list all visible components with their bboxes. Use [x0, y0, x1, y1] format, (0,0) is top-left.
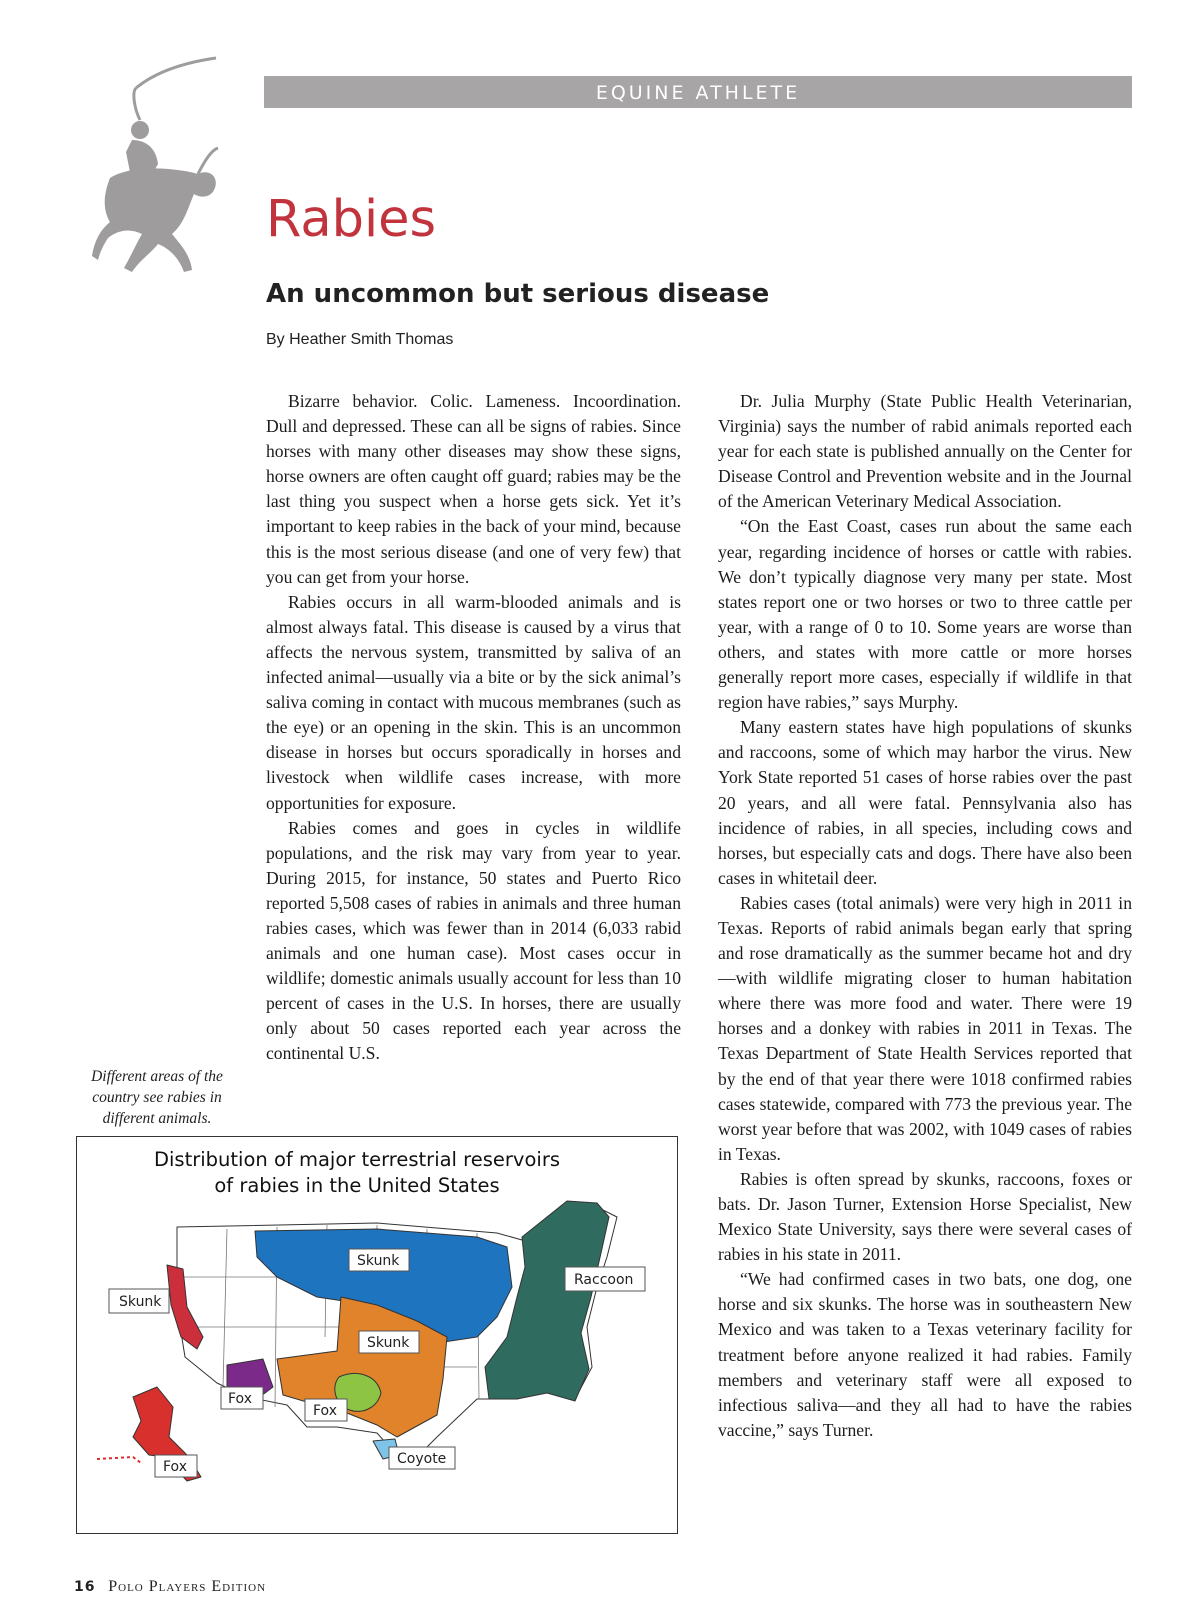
map-title	[137, 1147, 577, 1199]
paragraph: Rabies occurs in all warm-blooded animals and is almost always fatal. This disease is caused by a virus that affects the nervous system, transmitted by saliva of an infected animal—usually via a bite or by the sick animal’s saliva coming in contact with mucous membranes (such as the eye) or an opening in the skin. This is an uncommon disease in horses but occurs sporadically in horses and livestock when wildlife cases increase, with more opportunities for exposure.	[266, 591, 681, 813]
label-fox-texas: Fox	[313, 1403, 337, 1419]
page-footer	[74, 1578, 266, 1596]
map-title-line2: of rabies in the United States	[214, 1174, 500, 1197]
paragraph: “On the East Coast, cases run about the same each year, regarding incidence of horses or cattle with rabies. We don’t typically diagnose very many per state. Most states report one or two horses or two to three cattle per year, with a range of 0 to 10. Some years are worse than others, and states with more cattle or more horses generally report more cases, especially if wildlife in that region have rabies,” says Murphy.	[718, 516, 1132, 713]
section-header: EQUINE ATHLETE	[264, 76, 1132, 108]
article-title: Rabies	[266, 190, 437, 249]
map-title-line1: Distribution of major terrestrial reservoirs	[154, 1148, 560, 1171]
paragraph: Many eastern states have high populations of skunks and raccoons, some of which may harbor the virus. New York State reported 51 cases of horse rabies over the past 20 years, and all were fatal. Pennsylvania also has incidence of rabies, in all species, including cows and horses, but especially cats and dogs. There have also been cases in whitetail deer.	[718, 717, 1132, 888]
paragraph: Dr. Julia Murphy (State Public Health Veterinarian, Virginia) says the number of rabid animals reported each year for each state is published annually on the Center for Disease Control and Prevention website and in the Journal of the American Veterinary Medical Association.	[718, 391, 1132, 512]
rabies-reservoir-map	[76, 1136, 678, 1534]
label-fox-arizona: Fox	[228, 1391, 252, 1407]
byline: By Heather Smith Thomas	[266, 331, 454, 348]
label-skunk-west: Skunk	[119, 1294, 162, 1310]
polo-player-logo	[88, 48, 228, 288]
page-number: 16	[74, 1579, 96, 1595]
paragraph: Rabies cases (total animals) were very high in 2011 in Texas. Reports of rabid animals began early that spring and rose dramatically as the summer became hot and dry—with wildlife migrating closer to human habitation where there was more food and water. There were 19 horses and a donkey with rabies in 2011 in Texas. The Texas Department of State Health Services reported that by the end of that year there were 1018 confirmed rabies cases statewide, compared with 773 the previous year. The worst year before that was 2002, with 1049 cases of rabies in Texas.	[718, 892, 1132, 1164]
label-raccoon: Raccoon	[574, 1272, 634, 1288]
label-coyote: Coyote	[397, 1451, 447, 1467]
paragraph: Rabies comes and goes in cycles in wildlife populations, and the risk may vary from year to year. During 2015, for instance, 50 states and Puerto Rico reported 5,508 cases of rabies in animals and three human rabies cases, which was fewer than in 2014 (6,033 rabid animals and one human case). Most cases occur in wildlife; domestic animals usually account for less than 10 percent of cases in the U.S. In horses, there are usually only about 50 cases reported each year across the continental U.S.	[266, 817, 681, 1064]
paragraph: Bizarre behavior. Colic. Lameness. Incoordination. Dull and depressed. These can all be signs of rabies. Since horses with many other diseases may show these signs, horse owners are often caught off guard; rabies may be the last thing you suspect when a horse gets sick. Yet it’s important to keep rabies in the back of your mind, because this is the most serious disease (and one of very few) that you can get from your horse.	[266, 391, 681, 587]
article-subtitle: An uncommon but serious disease	[266, 279, 770, 309]
label-skunk-south: Skunk	[367, 1335, 410, 1351]
label-fox-alaska: Fox	[163, 1459, 187, 1475]
figure-caption: Different areas of the country see rabies in different animals.	[91, 1068, 223, 1127]
publication-name: Polo Players Edition	[108, 1578, 267, 1595]
paragraph: “We had confirmed cases in two bats, one dog, one horse and six skunks. The horse was in southeastern New Mexico and was taken to a Texas veterinary facility for treatment before anyone realized it had rabies. Family members and veterinary staff were all exposed to infectious saliva—and they all had to have the rabies vaccine,” says Turner.	[718, 1269, 1132, 1440]
article-column-left	[266, 389, 681, 1067]
label-skunk-north: Skunk	[357, 1253, 400, 1269]
paragraph: Rabies is often spread by skunks, raccoons, foxes or bats. Dr. Jason Turner, Extension Horse Specialist, New Mexico State University, says there were several cases of rabies in his state in 2011.	[718, 1168, 1132, 1265]
article-column-right	[718, 389, 1132, 1443]
